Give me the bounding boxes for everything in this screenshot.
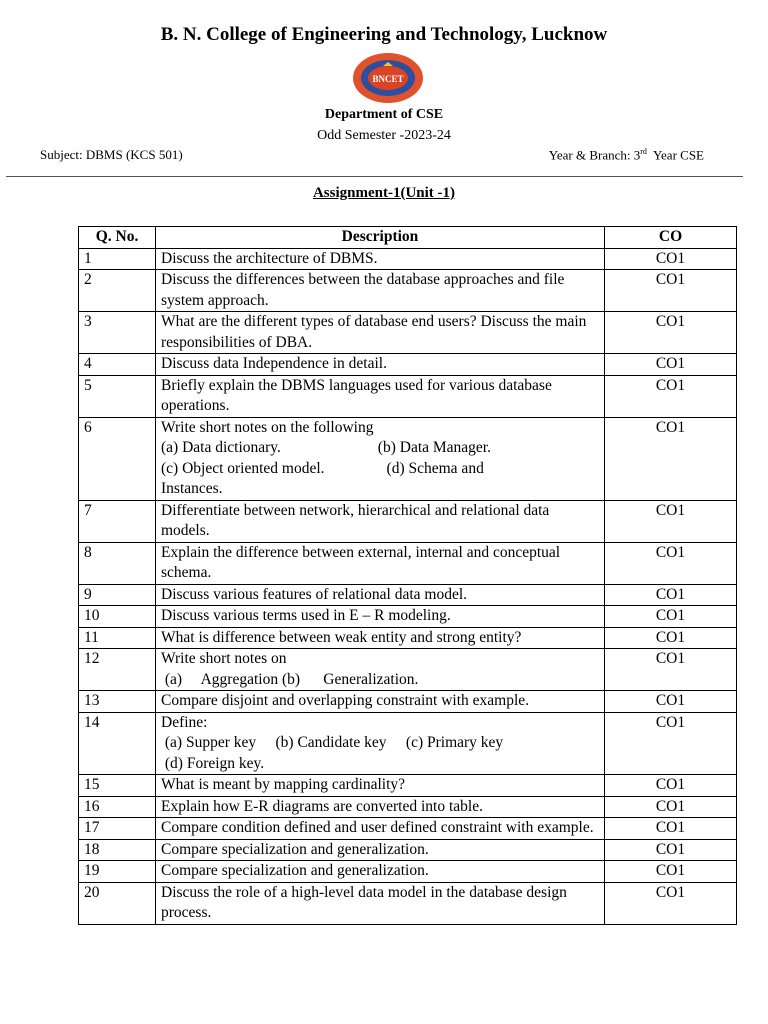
course-outcome: CO1 [605, 417, 737, 500]
question-description [156, 712, 605, 775]
question-description [156, 584, 605, 606]
divider [6, 176, 743, 177]
course-outcome: CO1 [605, 818, 737, 840]
description-text: Compare specialization and generalization. [161, 862, 429, 879]
description-text: Compare condition defined and user defined constraint with example. [161, 819, 594, 836]
course-outcome: CO1 [605, 375, 737, 417]
question-description [156, 417, 605, 500]
description-subline: (a) Aggregation (b) Generalization. [161, 670, 419, 688]
header-co: CO [605, 227, 737, 249]
question-description [156, 500, 605, 542]
table-row [79, 796, 737, 818]
description-text: Define: [161, 713, 208, 731]
question-description [156, 542, 605, 584]
questions-table [78, 226, 737, 925]
question-number: 7 [79, 500, 156, 542]
description-text: Write short notes on the following [161, 418, 374, 436]
course-outcome: CO1 [605, 270, 737, 312]
table-row [79, 818, 737, 840]
table-row [79, 691, 737, 713]
description-text: What are the different types of database end users? Discuss the main responsibilities of DBA. [161, 313, 587, 351]
table-row [79, 882, 737, 924]
course-outcome: CO1 [605, 796, 737, 818]
subject: Subject: DBMS (KCS 501) [40, 147, 183, 162]
table-row [79, 542, 737, 584]
course-outcome: CO1 [605, 839, 737, 861]
year-branch [549, 147, 704, 163]
course-outcome: CO1 [605, 882, 737, 924]
description-text: Discuss various terms used in E – R modeling. [161, 607, 451, 624]
header-qno: Q. No. [79, 227, 156, 249]
question-number: 2 [79, 270, 156, 312]
description-text: Briefly explain the DBMS languages used for various database operations. [161, 376, 552, 414]
table-row [79, 312, 737, 354]
description-subline: (a) Data dictionary. (b) Data Manager. [161, 439, 491, 456]
question-description [156, 691, 605, 713]
course-outcome: CO1 [605, 775, 737, 797]
table-row [79, 712, 737, 775]
question-number: 6 [79, 417, 156, 500]
description-text: Discuss the architecture of DBMS. [161, 249, 378, 267]
table-row [79, 270, 737, 312]
question-number: 12 [79, 649, 156, 691]
description-text: Explain how E-R diagrams are converted into table. [161, 797, 483, 815]
question-number: 1 [79, 248, 156, 270]
assignment-title: Assignment-1(Unit -1) [312, 185, 456, 201]
description-text: What is difference between weak entity and strong entity? [161, 628, 522, 646]
table-row [79, 248, 737, 270]
question-description [156, 312, 605, 354]
question-number: 16 [79, 796, 156, 818]
course-outcome: CO1 [605, 248, 737, 270]
question-description [156, 839, 605, 861]
question-description [156, 270, 605, 312]
question-description [156, 818, 605, 840]
question-number: 9 [79, 584, 156, 606]
table-row [79, 606, 737, 628]
description-subline: Instances. [161, 480, 223, 497]
description-subline: (c) Object oriented model. (d) Schema and [161, 459, 484, 477]
college-logo [352, 52, 424, 104]
college-name: B. N. College of Engineering and Technology, Lucknow [160, 24, 608, 45]
question-description [156, 861, 605, 883]
course-outcome: CO1 [605, 649, 737, 691]
question-number: 17 [79, 818, 156, 840]
question-description [156, 248, 605, 270]
question-number: 5 [79, 375, 156, 417]
course-outcome: CO1 [605, 606, 737, 628]
question-number: 8 [79, 542, 156, 584]
description-text: Discuss data Independence in detail. [161, 355, 387, 372]
question-number: 14 [79, 712, 156, 775]
department: Department of CSE [324, 107, 444, 122]
description-text: Compare specialization and generalization. [161, 840, 429, 858]
course-outcome: CO1 [605, 500, 737, 542]
header-description: Description [156, 227, 605, 249]
question-number: 19 [79, 861, 156, 883]
description-subline: (d) Foreign key. [161, 754, 265, 772]
description-text: Write short notes on [161, 650, 287, 667]
description-subline: (a) Supper key (b) Candidate key (c) Primary key [161, 734, 504, 751]
table-row [79, 500, 737, 542]
course-outcome: CO1 [605, 712, 737, 775]
question-number: 10 [79, 606, 156, 628]
course-outcome: CO1 [605, 312, 737, 354]
table-row [79, 775, 737, 797]
year-branch-suffix: Year CSE [646, 147, 704, 163]
table-row [79, 861, 737, 883]
question-description [156, 606, 605, 628]
course-outcome: CO1 [605, 627, 737, 649]
table-row [79, 354, 737, 376]
logo-text: BNCET [372, 74, 404, 84]
semester: Odd Semester -2023-24 [317, 128, 451, 143]
question-description [156, 354, 605, 376]
question-description [156, 375, 605, 417]
question-description [156, 882, 605, 924]
description-text: What is meant by mapping cardinality? [161, 776, 406, 793]
question-number: 3 [79, 312, 156, 354]
course-outcome: CO1 [605, 691, 737, 713]
question-description [156, 796, 605, 818]
question-number: 18 [79, 839, 156, 861]
year-branch-prefix: Year & Branch: 3 [548, 147, 641, 163]
table-row [79, 375, 737, 417]
description-text: Compare disjoint and overlapping constraint with example. [161, 692, 530, 709]
course-outcome: CO1 [605, 584, 737, 606]
table-row [79, 649, 737, 691]
question-number: 11 [79, 627, 156, 649]
year-branch-sup: rd [640, 147, 647, 156]
description-text: Differentiate between network, hierarchical and relational data models. [161, 501, 550, 539]
description-text: Discuss the role of a high-level data model in the database design process. [161, 883, 567, 921]
question-number: 15 [79, 775, 156, 797]
table-header-row [79, 227, 737, 249]
course-outcome: CO1 [605, 542, 737, 584]
question-number: 20 [79, 882, 156, 924]
table-row [79, 627, 737, 649]
table-row [79, 839, 737, 861]
course-outcome: CO1 [605, 354, 737, 376]
question-number: 4 [79, 354, 156, 376]
description-text: Discuss the differences between the database approaches and file system approach. [161, 271, 565, 309]
question-number: 13 [79, 691, 156, 713]
table-row [79, 417, 737, 500]
description-text: Explain the difference between external, internal and conceptual schema. [161, 543, 561, 581]
description-text: Discuss various features of relational data model. [161, 585, 468, 603]
question-description [156, 775, 605, 797]
table-row [79, 584, 737, 606]
question-description [156, 649, 605, 691]
course-outcome: CO1 [605, 861, 737, 883]
question-description [156, 627, 605, 649]
